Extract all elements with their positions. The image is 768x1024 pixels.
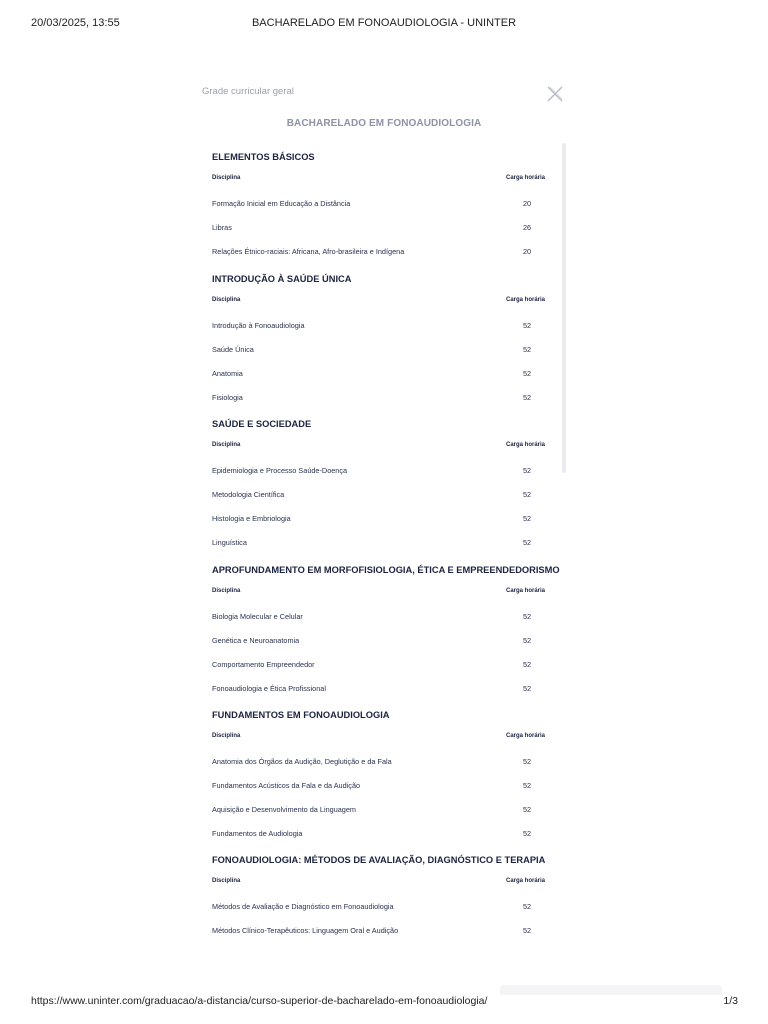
column-header-disciplina: Disciplina bbox=[212, 733, 241, 739]
column-header-disciplina: Disciplina bbox=[212, 175, 241, 181]
course-hours: 52 bbox=[522, 926, 532, 935]
column-header-carga-horaria: Carga horária bbox=[506, 588, 546, 594]
column-header-carga-horaria: Carga horária bbox=[506, 878, 546, 884]
course-name: Epidemiologia e Processo Saúde-Doença bbox=[212, 466, 348, 475]
column-header-disciplina: Disciplina bbox=[212, 878, 241, 884]
column-header-disciplina: Disciplina bbox=[212, 442, 241, 448]
course-hours: 52 bbox=[522, 321, 532, 330]
section-heading: FUNDAMENTOS EM FONOAUDIOLOGIA bbox=[212, 710, 390, 720]
course-name: Biologia Molecular e Celular bbox=[212, 612, 303, 621]
print-footer bbox=[0, 995, 768, 1009]
print-page-number: 1/3 bbox=[723, 995, 738, 1007]
course-hours: 52 bbox=[522, 514, 532, 523]
course-name: Métodos de Avaliação e Diagnóstico em Fonoaudiologia bbox=[212, 902, 394, 911]
course-hours: 52 bbox=[522, 393, 532, 402]
course-name: Fundamentos Acústicos da Fala e da Audição bbox=[212, 781, 361, 790]
print-header bbox=[0, 17, 768, 31]
footer-overlay bbox=[500, 985, 722, 995]
modal-label: Grade curricular geral bbox=[202, 86, 294, 97]
section-heading: SAÚDE E SOCIEDADE bbox=[212, 419, 312, 429]
course-name: Linguística bbox=[212, 538, 247, 547]
course-hours: 52 bbox=[522, 829, 532, 838]
course-name: Fundamentos de Audiologia bbox=[212, 829, 303, 838]
close-icon bbox=[546, 85, 564, 103]
course-name: Genética e Neuroanatomia bbox=[212, 636, 300, 645]
course-name: Metodologia Científica bbox=[212, 490, 285, 499]
print-url: https://www.uninter.com/graduacao/a-distancia/curso-superior-de-bacharelado-em-fonoaudiologia/ bbox=[31, 995, 488, 1007]
course-hours: 52 bbox=[522, 805, 532, 814]
course-hours: 52 bbox=[522, 902, 532, 911]
scrollbar[interactable] bbox=[562, 143, 566, 473]
close-button[interactable] bbox=[546, 85, 564, 103]
course-name: Introdução à Fonoaudiologia bbox=[212, 321, 305, 330]
course-name: Relações Étnico-raciais: Africana, Afro-brasileira e Indígena bbox=[212, 247, 405, 256]
course-hours: 52 bbox=[522, 636, 532, 645]
course-hours: 52 bbox=[522, 757, 532, 766]
column-header-carga-horaria: Carga horária bbox=[506, 733, 546, 739]
course-hours: 52 bbox=[522, 369, 532, 378]
section-heading: FONOAUDIOLOGIA: MÉTODOS DE AVALIAÇÃO, DIAGNÓSTICO E TERAPIA bbox=[212, 855, 546, 865]
section-heading: APROFUNDAMENTO EM MORFOFISIOLOGIA, ÉTICA E EMPREENDEDORISMO bbox=[212, 565, 560, 575]
course-hours: 26 bbox=[522, 223, 532, 232]
course-hours: 52 bbox=[522, 538, 532, 547]
course-name: Comportamento Empreendedor bbox=[212, 660, 315, 669]
modal-title: BACHARELADO EM FONOAUDIOLOGIA bbox=[286, 118, 482, 129]
course-hours: 20 bbox=[522, 247, 532, 256]
column-header-disciplina: Disciplina bbox=[212, 588, 241, 594]
course-hours: 52 bbox=[522, 660, 532, 669]
course-name: Aquisição e Desenvolvimento da Linguagem bbox=[212, 805, 356, 814]
column-header-carga-horaria: Carga horária bbox=[506, 175, 546, 181]
column-header-carga-horaria: Carga horária bbox=[506, 297, 546, 303]
column-header-carga-horaria: Carga horária bbox=[506, 442, 546, 448]
course-hours: 52 bbox=[522, 612, 532, 621]
course-name: Fisiologia bbox=[212, 393, 243, 402]
course-name: Fonoaudiologia e Ética Profissional bbox=[212, 684, 326, 693]
course-name: Anatomia bbox=[212, 369, 243, 378]
section-heading: INTRODUÇÃO À SAÚDE ÚNICA bbox=[212, 274, 352, 284]
course-hours: 52 bbox=[522, 466, 532, 475]
course-name: Métodos Clínico-Terapêuticos: Linguagem Oral e Audição bbox=[212, 926, 399, 935]
course-hours: 52 bbox=[522, 345, 532, 354]
course-hours: 52 bbox=[522, 684, 532, 693]
print-datetime: 20/03/2025, 13:55 bbox=[31, 17, 120, 29]
course-name: Formação Inicial em Educação a Distância bbox=[212, 199, 351, 208]
column-header-disciplina: Disciplina bbox=[212, 297, 241, 303]
course-name: Libras bbox=[212, 223, 232, 232]
section-heading: ELEMENTOS BÁSICOS bbox=[212, 152, 315, 162]
print-page-title: BACHARELADO EM FONOAUDIOLOGIA - UNINTER bbox=[251, 17, 517, 29]
course-name: Anatomia dos Órgãos da Audição, Deglutição e da Fala bbox=[212, 757, 392, 766]
course-hours: 52 bbox=[522, 490, 532, 499]
course-hours: 52 bbox=[522, 781, 532, 790]
course-name: Histologia e Embriologia bbox=[212, 514, 291, 523]
course-hours: 20 bbox=[522, 199, 532, 208]
course-name: Saúde Única bbox=[212, 345, 254, 354]
